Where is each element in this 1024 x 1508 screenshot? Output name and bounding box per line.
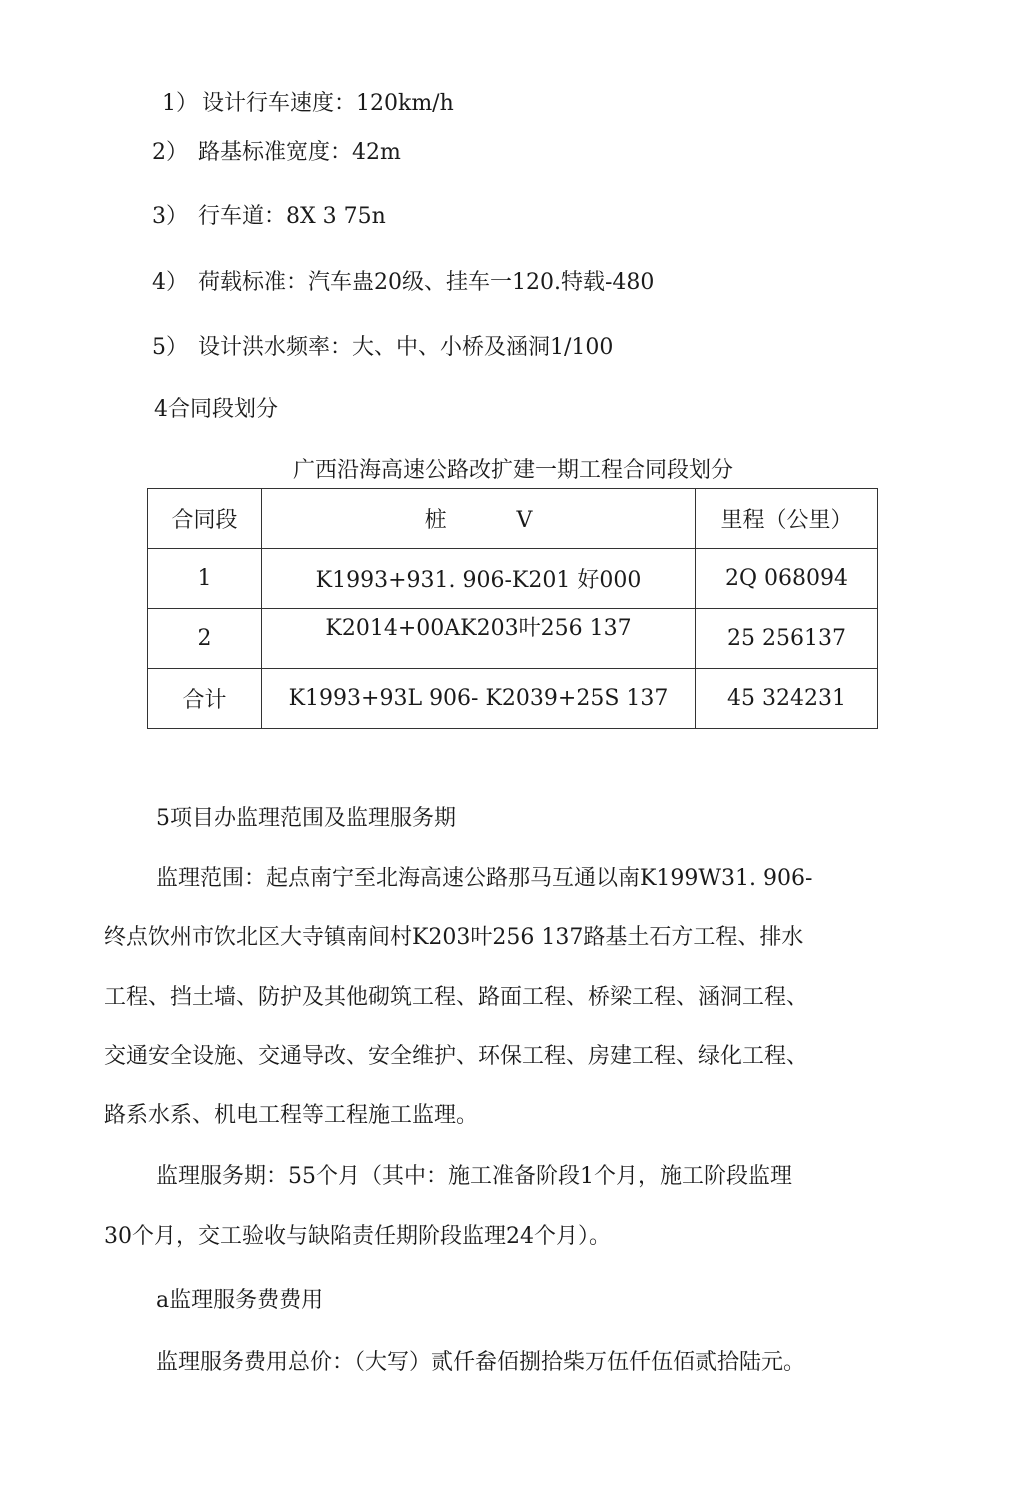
spec-text: 路基标准宽度：42m bbox=[198, 140, 401, 165]
cell-section: 合计 bbox=[148, 669, 262, 729]
spec-number: 4） bbox=[152, 270, 188, 295]
spec-text: 荷载标准：汽车蛊20级、挂车一120.特载-480 bbox=[198, 270, 655, 295]
cell-chainage: K2014+00AK203叶256 137 bbox=[262, 609, 696, 669]
cell-section: 1 bbox=[148, 549, 262, 609]
table-row bbox=[148, 609, 878, 669]
header-contract-section: 合同段 bbox=[148, 489, 262, 549]
period-line-1: 监理服务期：55个月（其中：施工准备阶段1个月，施工阶段监理 bbox=[156, 1164, 792, 1189]
table-row bbox=[148, 549, 878, 609]
spec-number: 3） bbox=[152, 204, 188, 229]
table-caption: 广西沿海高速公路改扩建一期工程合同段划分 bbox=[292, 458, 733, 483]
cell-chainage: K1993+931. 906-K201 好000 bbox=[262, 549, 696, 609]
header-mileage: 里程（公里） bbox=[696, 489, 878, 549]
section-heading-service-fee: a监理服务费费用 bbox=[156, 1288, 324, 1313]
cell-section: 2 bbox=[148, 609, 262, 669]
section-heading-supervision-scope: 5项目办监理范围及监理服务期 bbox=[156, 806, 456, 831]
spec-item-4 bbox=[152, 268, 654, 298]
spec-number: 1） bbox=[162, 91, 198, 116]
fee-total-line: 监理服务费用总价：（大写）贰仟畚佰捌拾柴万伍仟伍佰贰拾陆元。 bbox=[156, 1350, 806, 1375]
spec-item-1 bbox=[162, 89, 454, 119]
spec-item-5 bbox=[152, 333, 613, 363]
cell-mileage: 25 256137 bbox=[696, 609, 878, 669]
cell-mileage: 45 324231 bbox=[696, 669, 878, 729]
spec-text: 设计洪水频率：大、中、小桥及涵洞1/100 bbox=[198, 335, 614, 360]
section-heading-contract-division: 4合同段划分 bbox=[154, 397, 278, 422]
table-header-row bbox=[148, 489, 878, 549]
spec-item-3 bbox=[152, 202, 386, 232]
cell-chainage: K1993+93L 906- K2039+25S 137 bbox=[262, 669, 696, 729]
period-line-2: 30个月，交工验收与缺陷责任期阶段监理24个月）。 bbox=[104, 1224, 611, 1249]
scope-line-2: 终点饮州市饮北区大寺镇南间村K203叶256 137路基土石方工程、排水 bbox=[104, 925, 804, 950]
cell-mileage: 2Q 068094 bbox=[696, 549, 878, 609]
spec-text: 设计行车速度：120km/h bbox=[202, 91, 454, 116]
contract-section-table bbox=[147, 488, 878, 729]
scope-line-3: 工程、挡土墙、防护及其他砌筑工程、路面工程、桥梁工程、涵洞工程、 bbox=[104, 985, 809, 1010]
scope-line-4: 交通安全设施、交通导改、安全维护、环保工程、房建工程、绿化工程、 bbox=[104, 1044, 809, 1069]
table-row-total bbox=[148, 669, 878, 729]
spec-number: 5） bbox=[152, 335, 188, 360]
spec-text: 行车道：8X 3 75n bbox=[198, 204, 386, 229]
header-chainage: 桩 V bbox=[262, 489, 696, 549]
scope-line-5: 路系水系、机电工程等工程施工监理。 bbox=[104, 1103, 479, 1128]
scope-line-1: 监理范围：起点南宁至北海高速公路那马互通以南K199W31. 906- bbox=[156, 866, 813, 891]
spec-number: 2） bbox=[152, 140, 188, 165]
spec-item-2 bbox=[152, 138, 401, 168]
